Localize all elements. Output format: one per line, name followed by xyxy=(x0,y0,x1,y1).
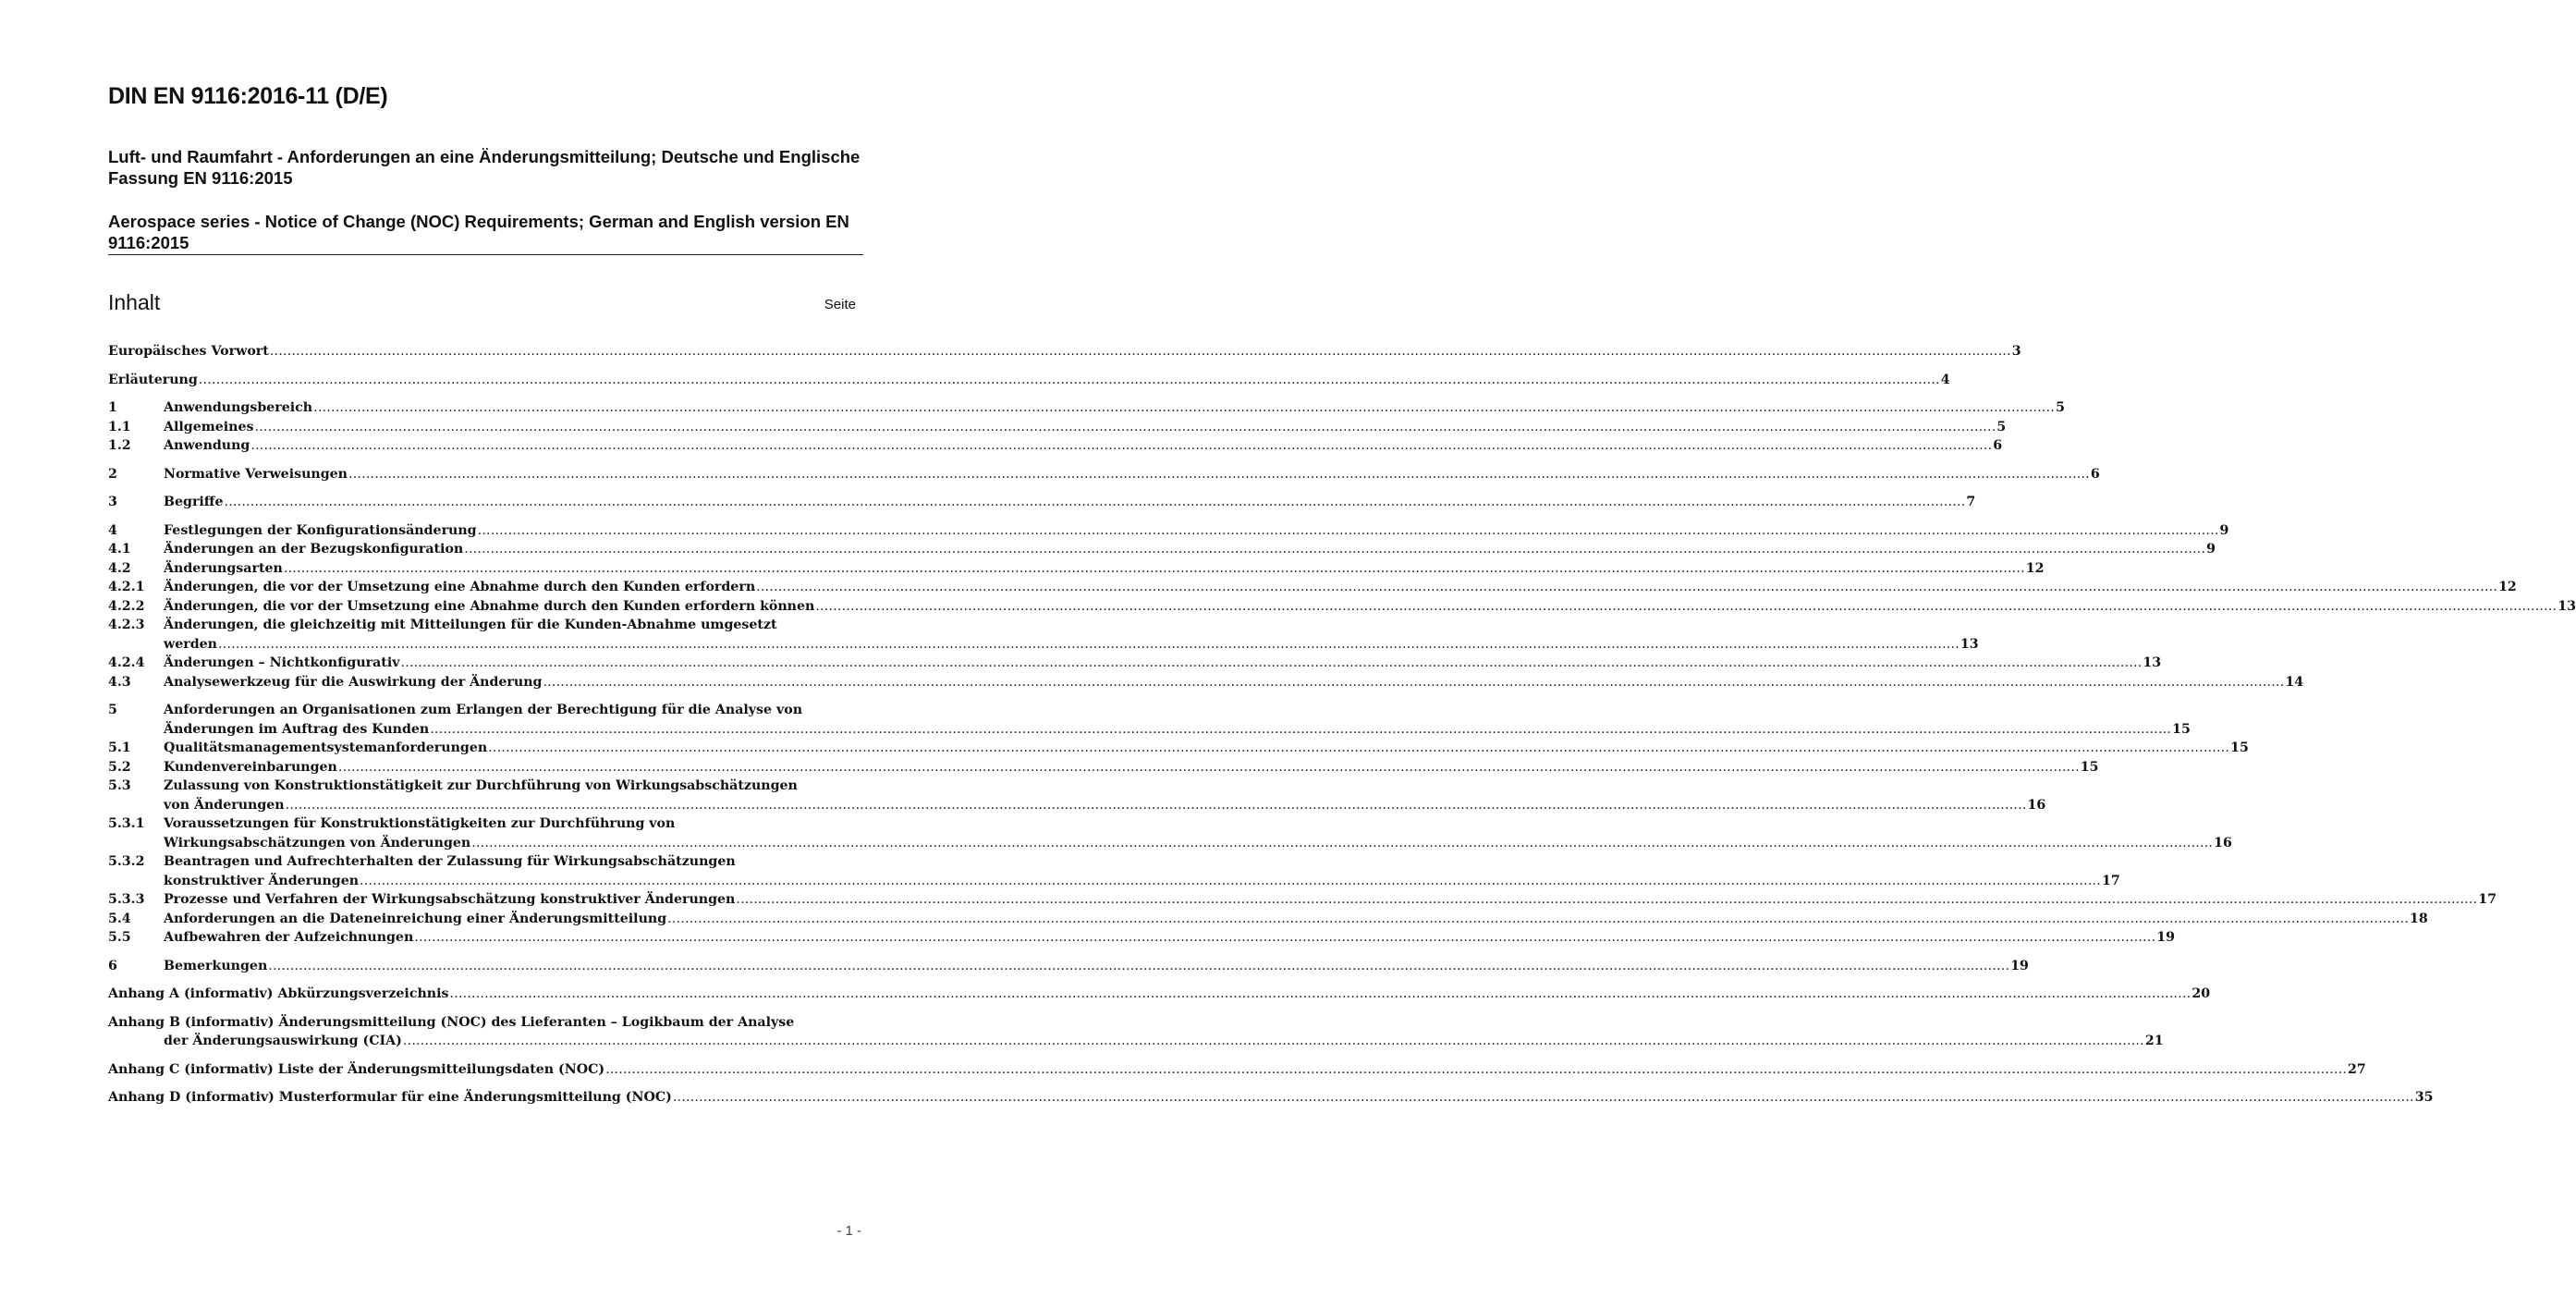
toc-entry[interactable] xyxy=(108,398,2065,418)
toc-dot-leader: ................................................................................................................................................................................................................................................................................................................................................................................................................ xyxy=(543,674,2285,690)
toc-entry-page: 19 xyxy=(2156,930,2175,945)
toc-entry[interactable] xyxy=(108,852,2120,890)
toc-entry-page: 27 xyxy=(2348,1061,2366,1077)
toc-dot-leader: ................................................................................................................................................................................................................................................................................................................................................................................................................ xyxy=(224,495,1966,509)
toc-dot-leader: ................................................................................................................................................................................................................................................................................................................................................................................................................ xyxy=(268,958,2010,973)
page-number: - 1 - xyxy=(836,1223,861,1239)
toc-entry[interactable] xyxy=(108,371,1950,390)
toc-entry[interactable] xyxy=(108,493,1976,512)
toc-entry-page: 12 xyxy=(2025,560,2045,576)
toc-entry-title: werden xyxy=(164,636,217,652)
toc-entry-number: 4.2.4 xyxy=(108,655,145,670)
toc-entry-page: 15 xyxy=(2230,740,2249,755)
toc-heading: Inhalt xyxy=(108,290,161,314)
toc-entry-title: Anforderungen an die Dateneinreichung einer Änderungsmitteilung xyxy=(164,911,667,926)
toc-entry[interactable] xyxy=(108,616,1979,654)
toc-entry-number: 5.3.3 xyxy=(108,892,145,907)
toc-entry[interactable] xyxy=(108,1060,2366,1080)
toc-entry-page: 17 xyxy=(2101,873,2120,888)
toc-entry-title: Beantragen und Aufrechterhalten der Zulassung für Wirkungsabschätzungen xyxy=(164,854,736,869)
toc-entry-title: Änderungen an der Bezugskonfiguration xyxy=(164,542,464,557)
toc-dot-leader: ................................................................................................................................................................................................................................................................................................................................................................................................................ xyxy=(667,911,2410,926)
toc-entry-title: Anhang B (informativ) Änderungsmitteilung (NOC) des Lieferanten – Logikbaum der Analyse xyxy=(108,1014,795,1030)
toc-entry-number: 5.3.2 xyxy=(108,854,145,869)
toc-dot-leader: ................................................................................................................................................................................................................................................................................................................................................................................................................ xyxy=(285,797,2027,813)
toc-entry-title: von Änderungen xyxy=(164,797,285,813)
toc-dot-leader: ................................................................................................................................................................................................................................................................................................................................................................................................................ xyxy=(414,930,2156,945)
toc-dot-leader: ................................................................................................................................................................................................................................................................................................................................................................................................................ xyxy=(605,1061,2348,1077)
toc-entry-number: 2 xyxy=(108,466,117,482)
toc-entry-page: 16 xyxy=(2214,835,2232,850)
toc-entry[interactable] xyxy=(108,777,2046,814)
toc-page-label: Seite xyxy=(824,297,856,312)
toc-entry-number: 5.3.1 xyxy=(108,816,145,831)
toc-entry[interactable] xyxy=(108,654,2162,673)
toc-entry[interactable] xyxy=(108,758,2099,777)
toc-entry-title: Aufbewahren der Aufzeichnungen xyxy=(164,930,414,945)
toc-dot-leader: ................................................................................................................................................................................................................................................................................................................................................................................................................ xyxy=(736,892,2478,907)
toc-entry-page: 19 xyxy=(2010,958,2029,973)
toc-entry[interactable] xyxy=(108,957,2029,976)
toc-entry[interactable] xyxy=(108,814,2232,852)
toc-entry-title: konstruktiver Änderungen xyxy=(164,873,360,888)
toc-entry-page: 3 xyxy=(2011,344,2021,359)
toc-entry[interactable] xyxy=(108,597,2576,617)
toc-dot-leader: ................................................................................................................................................................................................................................................................................................................................................................................................................ xyxy=(400,655,2143,670)
toc-entry-page: 15 xyxy=(2080,759,2099,775)
toc-entry-title: Anhang C (informativ) Liste der Änderungsmitteilungsdaten (NOC) xyxy=(108,1061,605,1077)
toc-entry[interactable] xyxy=(108,890,2497,910)
document-title: DIN EN 9116:2016-11 (D/E) xyxy=(108,83,388,109)
toc-entry-title: Anhang D (informativ) Musterformular für eine Änderungsmitteilung (NOC) xyxy=(108,1090,672,1105)
toc-entry-number: 6 xyxy=(108,958,117,973)
toc-dot-leader: ................................................................................................................................................................................................................................................................................................................................................................................................................ xyxy=(756,580,2498,594)
toc-entry-page: 12 xyxy=(2498,580,2517,594)
toc-entry[interactable] xyxy=(108,1088,2434,1107)
toc-entry-number: 3 xyxy=(108,495,117,509)
toc-entry-title: Begriffe xyxy=(164,495,224,509)
toc-entry[interactable] xyxy=(108,739,2249,758)
toc-entry-number: 4.2.2 xyxy=(108,598,145,614)
toc-entry-number: 4.2.1 xyxy=(108,580,145,594)
toc-entry-title: Europäisches Vorwort xyxy=(108,344,269,359)
toc-entry-title: Kundenvereinbarungen xyxy=(164,759,337,775)
toc-entry-page: 6 xyxy=(2090,466,2100,482)
toc-entry-page: 14 xyxy=(2285,674,2304,690)
toc-dot-leader: ................................................................................................................................................................................................................................................................................................................................................................................................................ xyxy=(269,344,2011,359)
toc-dot-leader: ................................................................................................................................................................................................................................................................................................................................................................................................................ xyxy=(488,740,2230,755)
toc-entry-title: Änderungsarten xyxy=(164,560,283,576)
subtitle-german: Luft- und Raumfahrt - Anforderungen an eine Änderungsmitteilung; Deutsche und Englische Fassung EN 9116:2015 xyxy=(108,147,861,188)
toc-dot-leader: ................................................................................................................................................................................................................................................................................................................................................................................................................ xyxy=(217,636,1959,652)
toc-entry-title: Zulassung von Konstruktionstätigkeit zur Durchführung von Wirkungsabschätzungen xyxy=(164,778,798,793)
toc-entry-page: 4 xyxy=(1940,372,1950,387)
toc-entry[interactable] xyxy=(108,1013,2164,1051)
toc-entry[interactable] xyxy=(108,436,2003,456)
toc-dot-leader: ................................................................................................................................................................................................................................................................................................................................................................................................................ xyxy=(348,466,2090,482)
toc-entry-page: 17 xyxy=(2478,892,2497,907)
toc-entry-page: 21 xyxy=(2144,1034,2164,1048)
toc-entry-title: Festlegungen der Konfigurationsänderung xyxy=(164,522,477,538)
toc-dot-leader: ................................................................................................................................................................................................................................................................................................................................................................................................................ xyxy=(449,986,2191,1001)
toc-entry-title: Änderungen, die vor der Umsetzung eine Abnahme durch den Kunden erfordern können xyxy=(164,598,815,614)
toc-dot-leader: ................................................................................................................................................................................................................................................................................................................................................................................................................ xyxy=(430,721,2172,737)
toc-entry-title: Anhang A (informativ) Abkürzungsverzeichnis xyxy=(108,986,449,1001)
toc-entry[interactable] xyxy=(108,910,2428,929)
toc-entry-page: 5 xyxy=(1996,419,2007,434)
toc-entry-title: Normative Verweisungen xyxy=(164,466,348,482)
toc-entry-page: 9 xyxy=(2206,542,2216,557)
toc-entry-title: Wirkungsabschätzungen von Änderungen xyxy=(164,835,471,850)
toc-entry-page: 6 xyxy=(1993,438,2003,453)
toc-entry-page: 9 xyxy=(2219,522,2229,538)
toc-entry-page: 5 xyxy=(2056,400,2065,415)
toc-entry-title: Änderungen, die vor der Umsetzung eine Abnahme durch den Kunden erfordern xyxy=(164,580,756,594)
toc-entry[interactable] xyxy=(108,465,2100,484)
toc-entry[interactable] xyxy=(108,928,2175,948)
toc-entry-number: 4.3 xyxy=(108,674,131,690)
toc-entry-page: 35 xyxy=(2414,1090,2434,1105)
toc-dot-leader: ................................................................................................................................................................................................................................................................................................................................................................................................................ xyxy=(283,560,2025,576)
toc-entry-page: 16 xyxy=(2027,797,2046,813)
toc-entry-number: 5.4 xyxy=(108,911,131,926)
toc-entry-page: 15 xyxy=(2172,721,2191,737)
toc-entry-page: 13 xyxy=(2558,598,2576,614)
toc-dot-leader: ................................................................................................................................................................................................................................................................................................................................................................................................................ xyxy=(198,372,1940,387)
toc-entry-number: 5.3 xyxy=(108,778,131,793)
toc-entry-page: 7 xyxy=(1966,495,1976,509)
toc-dot-leader: ................................................................................................................................................................................................................................................................................................................................................................................................................ xyxy=(313,400,2056,415)
toc-entry-title: Anwendungsbereich xyxy=(164,400,313,415)
toc-dot-leader: ................................................................................................................................................................................................................................................................................................................................................................................................................ xyxy=(360,873,2101,888)
toc-dot-leader: ................................................................................................................................................................................................................................................................................................................................................................................................................ xyxy=(477,522,2219,538)
toc-dot-leader: ................................................................................................................................................................................................................................................................................................................................................................................................................ xyxy=(464,542,2206,557)
toc-entry-number: 4.1 xyxy=(108,542,131,557)
toc-entry[interactable] xyxy=(108,985,2211,1004)
toc-entry-number: 5.1 xyxy=(108,740,131,755)
toc-dot-leader: ................................................................................................................................................................................................................................................................................................................................................................................................................ xyxy=(337,759,2080,775)
toc-dot-leader: ................................................................................................................................................................................................................................................................................................................................................................................................................ xyxy=(471,835,2214,850)
toc-entry-page: 13 xyxy=(1959,636,1979,652)
toc-entry-title: Anwendung xyxy=(164,438,250,453)
toc-dot-leader: ................................................................................................................................................................................................................................................................................................................................................................................................................ xyxy=(254,419,1996,434)
toc-entry[interactable] xyxy=(108,559,2045,579)
toc-entry-number: 1.2 xyxy=(108,438,131,453)
toc-entry-number: 4.2.3 xyxy=(108,618,145,632)
toc-entry-title: Prozesse und Verfahren der Wirkungsabschätzung konstruktiver Änderungen xyxy=(164,892,736,907)
toc-entry-title: Änderungen, die gleichzeitig mit Mitteilungen für die Kunden-Abnahme umgesetzt xyxy=(164,618,777,632)
toc-dot-leader: ................................................................................................................................................................................................................................................................................................................................................................................................................ xyxy=(815,598,2558,614)
toc-dot-leader: ................................................................................................................................................................................................................................................................................................................................................................................................................ xyxy=(672,1090,2414,1105)
toc-entry-number: 4 xyxy=(108,522,117,538)
subtitle-english: Aerospace series - Notice of Change (NOC) Requirements; German and English version EN 9116:2015 xyxy=(108,212,849,252)
toc-entry-number: 4.2 xyxy=(108,560,131,576)
toc-entry-title: Analysewerkzeug für die Auswirkung der Änderung xyxy=(164,674,543,690)
toc-dot-leader: ................................................................................................................................................................................................................................................................................................................................................................................................................ xyxy=(250,438,1993,453)
toc-entry[interactable] xyxy=(108,342,2021,361)
toc-entry-title: Anforderungen an Organisationen zum Erlangen der Berechtigung für die Analyse von xyxy=(164,703,803,717)
toc-entry-title: Bemerkungen xyxy=(164,958,268,973)
toc-entry-title: Qualitätsmanagementsystemanforderungen xyxy=(164,740,488,755)
title-divider xyxy=(108,254,863,255)
toc-entry-title: Änderungen im Auftrag des Kunden xyxy=(164,721,430,737)
toc-entry-title: Allgemeines xyxy=(164,419,254,434)
toc-entry[interactable] xyxy=(108,540,2216,559)
toc-entry-title: der Änderungsauswirkung (CIA) xyxy=(164,1034,402,1048)
toc-entry-title: Erläuterung xyxy=(108,372,198,387)
toc-entry[interactable] xyxy=(108,578,2517,597)
toc-entry[interactable] xyxy=(108,521,2229,541)
toc-entry-number: 1.1 xyxy=(108,419,131,434)
toc-dot-leader: ................................................................................................................................................................................................................................................................................................................................................................................................................ xyxy=(402,1034,2144,1048)
toc-entry[interactable] xyxy=(108,701,2191,739)
toc-entry-number: 1 xyxy=(108,400,117,415)
toc-entry-number: 5.5 xyxy=(108,930,131,945)
toc-entry-number: 5 xyxy=(108,703,117,717)
toc-entry-number: 5.2 xyxy=(108,759,131,775)
toc-entry[interactable] xyxy=(108,418,2007,437)
table-of-contents xyxy=(108,342,2576,1107)
toc-entry-page: 13 xyxy=(2143,655,2162,670)
toc-entry-page: 18 xyxy=(2410,911,2428,926)
toc-entry-page: 20 xyxy=(2191,986,2211,1001)
toc-entry-title: Änderungen – Nichtkonfigurativ xyxy=(164,655,400,670)
toc-entry[interactable] xyxy=(108,673,2304,692)
toc-entry-title: Voraussetzungen für Konstruktionstätigkeiten zur Durchführung von xyxy=(164,816,676,831)
